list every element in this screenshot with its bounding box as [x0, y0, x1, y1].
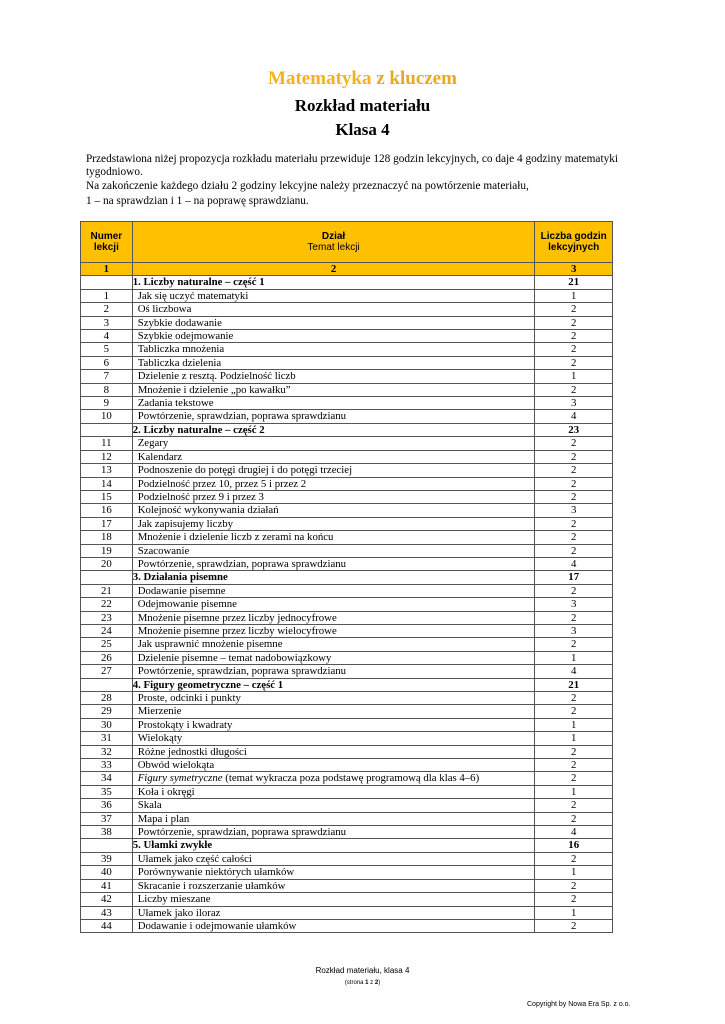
lesson-topic: Powtórzenie, sprawdzian, poprawa sprawdzianu	[132, 410, 535, 423]
lesson-number: 37	[81, 812, 133, 825]
brand-title	[0, 68, 725, 90]
lesson-topic: Tabliczka dzielenia	[132, 356, 535, 369]
lesson-topic: Szybkie dodawanie	[132, 316, 535, 329]
lesson-topic: Podzielność przez 9 i przez 3	[132, 490, 535, 503]
lesson-topic: Jak zapisujemy liczby	[132, 517, 535, 530]
lesson-number: 17	[81, 517, 133, 530]
lesson-hours: 4	[535, 826, 613, 839]
lesson-topic: Ułamek jako iloraz	[132, 906, 535, 919]
document-title: Rozkład materiału	[294, 96, 431, 115]
table-row	[81, 517, 613, 530]
column-number-1: 1	[81, 263, 133, 276]
section-title: 2. Liczby naturalne – część 2	[132, 423, 535, 436]
lesson-number: 26	[81, 651, 133, 664]
lesson-number: 19	[81, 544, 133, 557]
lesson-topic: Dzielenie z resztą. Podzielność liczb	[132, 370, 535, 383]
lesson-hours: 1	[535, 732, 613, 745]
lesson-hours: 3	[535, 624, 613, 637]
table-row	[81, 504, 613, 517]
lesson-hours: 1	[535, 289, 613, 302]
table-row	[81, 397, 613, 410]
table-row	[81, 477, 613, 490]
lesson-hours: 2	[535, 544, 613, 557]
lesson-hours: 2	[535, 584, 613, 597]
table-row	[81, 531, 613, 544]
lesson-number: 31	[81, 732, 133, 745]
table-row	[81, 665, 613, 678]
lesson-hours: 1	[535, 651, 613, 664]
table-row	[81, 437, 613, 450]
lesson-number: 7	[81, 370, 133, 383]
lesson-number: 43	[81, 906, 133, 919]
lesson-number: 36	[81, 799, 133, 812]
lesson-number: 16	[81, 504, 133, 517]
lesson-number: 27	[81, 665, 133, 678]
section-number-cell	[81, 571, 133, 584]
section-title: 5. Ułamki zwykłe	[132, 839, 535, 852]
lesson-topic: Dzielenie pisemne – temat nadobowiązkowy	[132, 651, 535, 664]
table-row	[81, 370, 613, 383]
lesson-topic: Powtórzenie, sprawdzian, poprawa sprawdzianu	[132, 826, 535, 839]
section-hours: 16	[535, 839, 613, 852]
table-row	[81, 450, 613, 463]
lesson-topic: Mierzenie	[132, 705, 535, 718]
lesson-number: 22	[81, 598, 133, 611]
lesson-hours: 2	[535, 745, 613, 758]
lesson-topic: Jak usprawnić mnożenie pisemne	[132, 638, 535, 651]
table-row	[81, 745, 613, 758]
lesson-hours: 2	[535, 330, 613, 343]
lesson-number: 32	[81, 745, 133, 758]
lesson-number: 29	[81, 705, 133, 718]
table-row	[81, 772, 613, 785]
lesson-topic: Szybkie odejmowanie	[132, 330, 535, 343]
lesson-number: 8	[81, 383, 133, 396]
lesson-number: 39	[81, 852, 133, 865]
lesson-number: 42	[81, 893, 133, 906]
lesson-topic: Liczby mieszane	[132, 893, 535, 906]
table-row	[81, 826, 613, 839]
lesson-hours: 2	[535, 812, 613, 825]
table-row	[81, 785, 613, 798]
table-row	[81, 651, 613, 664]
lesson-topic: Mapa i plan	[132, 812, 535, 825]
lesson-topic: Szacowanie	[132, 544, 535, 557]
lesson-topic: Koła i okręgi	[132, 785, 535, 798]
header-topic: Dział Temat lekcji	[132, 222, 535, 263]
lesson-hours: 2	[535, 772, 613, 785]
lesson-number: 21	[81, 584, 133, 597]
lesson-hours: 2	[535, 437, 613, 450]
lesson-topic: Mnożenie i dzielenie liczb z zerami na końcu	[132, 531, 535, 544]
lesson-topic: Kalendarz	[132, 450, 535, 463]
section-title: 4. Figury geometryczne – część 1	[132, 678, 535, 691]
lesson-topic: Dodawanie i odejmowanie ułamków	[132, 919, 535, 932]
table-row	[81, 705, 613, 718]
table-row	[81, 866, 613, 879]
lesson-topic: Mnożenie i dzielenie „po kawałku”	[132, 383, 535, 396]
lesson-number: 20	[81, 557, 133, 570]
section-row	[81, 678, 613, 691]
section-number-cell	[81, 423, 133, 436]
section-hours: 21	[535, 276, 613, 289]
table-row	[81, 316, 613, 329]
column-number-row	[81, 263, 613, 276]
lesson-topic: Jak się uczyć matematyki	[132, 289, 535, 302]
lesson-hours: 2	[535, 879, 613, 892]
section-hours: 23	[535, 423, 613, 436]
section-title: 3. Działania pisemne	[132, 571, 535, 584]
lesson-topic: Podnoszenie do potęgi drugiej i do potęgi trzeciej	[132, 464, 535, 477]
lesson-hours: 2	[535, 343, 613, 356]
lesson-hours: 2	[535, 531, 613, 544]
table-row	[81, 410, 613, 423]
section-row	[81, 571, 613, 584]
lesson-number: 35	[81, 785, 133, 798]
column-number-3: 3	[535, 263, 613, 276]
lesson-hours: 2	[535, 450, 613, 463]
lesson-number: 15	[81, 490, 133, 503]
lesson-topic: Figury symetryczne (temat wykracza poza podstawę programową dla klas 4–6)	[132, 772, 535, 785]
lesson-topic: Kolejność wykonywania działań	[132, 504, 535, 517]
lesson-hours: 1	[535, 718, 613, 731]
section-title: 1. Liczby naturalne – część 1	[132, 276, 535, 289]
lesson-topic: Zegary	[132, 437, 535, 450]
lesson-hours: 2	[535, 852, 613, 865]
lesson-topic: Skala	[132, 799, 535, 812]
intro-paragraph-3: 1 – na sprawdzian i 1 – na poprawę sprawdzianu.	[86, 195, 309, 207]
footer-title: Rozkład materiału, klasa 4	[315, 966, 410, 975]
lesson-number: 9	[81, 397, 133, 410]
table-row	[81, 356, 613, 369]
table-row	[81, 557, 613, 570]
table-row	[81, 330, 613, 343]
table-row	[81, 598, 613, 611]
column-number-2: 2	[132, 263, 535, 276]
table-row	[81, 852, 613, 865]
lesson-topic: Prostokąty i kwadraty	[132, 718, 535, 731]
lesson-hours: 2	[535, 919, 613, 932]
table-row	[81, 718, 613, 731]
lesson-hours: 4	[535, 557, 613, 570]
lesson-number: 3	[81, 316, 133, 329]
lesson-number: 1	[81, 289, 133, 302]
lesson-hours: 2	[535, 759, 613, 772]
table-row	[81, 544, 613, 557]
lesson-topic: Dodawanie pisemne	[132, 584, 535, 597]
lesson-topic: Skracanie i rozszerzanie ułamków	[132, 879, 535, 892]
lesson-topic: Ułamek jako część całości	[132, 852, 535, 865]
intro-paragraph-2: Na zakończenie każdego działu 2 godziny lekcyjne należy przeznaczyć na powtórzenie materiału,	[86, 180, 529, 192]
lesson-topic: Mnożenie pisemne przez liczby jednocyfrowe	[132, 611, 535, 624]
section-number-cell	[81, 276, 133, 289]
lesson-hours: 1	[535, 866, 613, 879]
lesson-hours: 2	[535, 477, 613, 490]
table-row	[81, 383, 613, 396]
section-row	[81, 423, 613, 436]
table-row	[81, 638, 613, 651]
table-row	[81, 919, 613, 932]
lesson-number: 10	[81, 410, 133, 423]
lesson-topic: Powtórzenie, sprawdzian, poprawa sprawdzianu	[132, 557, 535, 570]
lesson-topic: Różne jednostki długości	[132, 745, 535, 758]
lesson-hours: 2	[535, 303, 613, 316]
lesson-hours: 1	[535, 370, 613, 383]
lesson-topic: Powtórzenie, sprawdzian, poprawa sprawdzianu	[132, 665, 535, 678]
lesson-hours: 3	[535, 397, 613, 410]
lesson-topic: Proste, odcinki i punkty	[132, 692, 535, 705]
lesson-number: 12	[81, 450, 133, 463]
lesson-number: 41	[81, 879, 133, 892]
lesson-number: 34	[81, 772, 133, 785]
lesson-hours: 2	[535, 799, 613, 812]
table-row	[81, 812, 613, 825]
lesson-number: 25	[81, 638, 133, 651]
lesson-hours: 4	[535, 665, 613, 678]
header-hours: Liczba godzin lekcyjnych	[535, 222, 613, 263]
table-row	[81, 584, 613, 597]
section-row	[81, 276, 613, 289]
lesson-hours: 2	[535, 893, 613, 906]
lesson-hours: 4	[535, 410, 613, 423]
lesson-number: 11	[81, 437, 133, 450]
lesson-number: 18	[81, 531, 133, 544]
lesson-hours: 2	[535, 356, 613, 369]
lesson-hours: 2	[535, 517, 613, 530]
lesson-number: 14	[81, 477, 133, 490]
table-row	[81, 464, 613, 477]
section-number-cell	[81, 839, 133, 852]
table-row	[81, 799, 613, 812]
lesson-hours: 2	[535, 705, 613, 718]
lesson-number: 6	[81, 356, 133, 369]
table-row	[81, 906, 613, 919]
lesson-number: 5	[81, 343, 133, 356]
lesson-number: 28	[81, 692, 133, 705]
table-row	[81, 879, 613, 892]
table-row	[81, 611, 613, 624]
lesson-hours: 1	[535, 785, 613, 798]
lesson-hours: 2	[535, 464, 613, 477]
table-row	[81, 343, 613, 356]
lesson-hours: 2	[535, 383, 613, 396]
table-header-row	[81, 222, 613, 263]
lesson-topic: Wielokąty	[132, 732, 535, 745]
lesson-topic: Obwód wielokąta	[132, 759, 535, 772]
lesson-number: 23	[81, 611, 133, 624]
lesson-topic: Zadania tekstowe	[132, 397, 535, 410]
lesson-number: 13	[81, 464, 133, 477]
lesson-hours: 3	[535, 504, 613, 517]
lesson-hours: 1	[535, 906, 613, 919]
table-row	[81, 893, 613, 906]
table-row	[81, 732, 613, 745]
lesson-number: 24	[81, 624, 133, 637]
lesson-number: 30	[81, 718, 133, 731]
section-hours: 21	[535, 678, 613, 691]
lesson-number: 38	[81, 826, 133, 839]
table-row	[81, 490, 613, 503]
lesson-number: 44	[81, 919, 133, 932]
lesson-number: 2	[81, 303, 133, 316]
header-lesson-number: Numer lekcji	[81, 222, 133, 263]
lesson-topic: Mnożenie pisemne przez liczby wielocyfrowe	[132, 624, 535, 637]
table-body	[81, 263, 613, 933]
section-row	[81, 839, 613, 852]
table-row	[81, 289, 613, 302]
lesson-topic: Oś liczbowa	[132, 303, 535, 316]
lesson-hours: 2	[535, 316, 613, 329]
intro-paragraph-1: Przedstawiona niżej propozycja rozkładu materiału przewiduje 128 godzin lekcyjnych, co daje 4 godziny matematyki tygodniowo.	[86, 153, 619, 179]
lesson-hours: 2	[535, 692, 613, 705]
document-subtitle: Klasa 4	[335, 120, 390, 139]
lesson-hours: 2	[535, 638, 613, 651]
lesson-hours: 3	[535, 598, 613, 611]
table-row	[81, 759, 613, 772]
lesson-hours: 2	[535, 611, 613, 624]
lesson-topic: Tabliczka mnożenia	[132, 343, 535, 356]
lesson-topic: Podzielność przez 10, przez 5 i przez 2	[132, 477, 535, 490]
section-number-cell	[81, 678, 133, 691]
section-hours: 17	[535, 571, 613, 584]
brand-part-1: Matematyka	[268, 68, 372, 89]
lesson-number: 33	[81, 759, 133, 772]
page-indicator: (strona 1 z 2)	[344, 980, 381, 986]
lesson-topic: Porównywanie niektórych ułamków	[132, 866, 535, 879]
lesson-topic: Odejmowanie pisemne	[132, 598, 535, 611]
brand-part-2: z kluczem	[376, 68, 457, 89]
lesson-number: 4	[81, 330, 133, 343]
copyright-notice: Copyright by Nowa Era Sp. z o.o.	[527, 1001, 631, 1008]
table-row	[81, 692, 613, 705]
lesson-plan-table	[80, 221, 613, 933]
table-row	[81, 303, 613, 316]
lesson-hours: 2	[535, 490, 613, 503]
table-row	[81, 624, 613, 637]
lesson-number: 40	[81, 866, 133, 879]
